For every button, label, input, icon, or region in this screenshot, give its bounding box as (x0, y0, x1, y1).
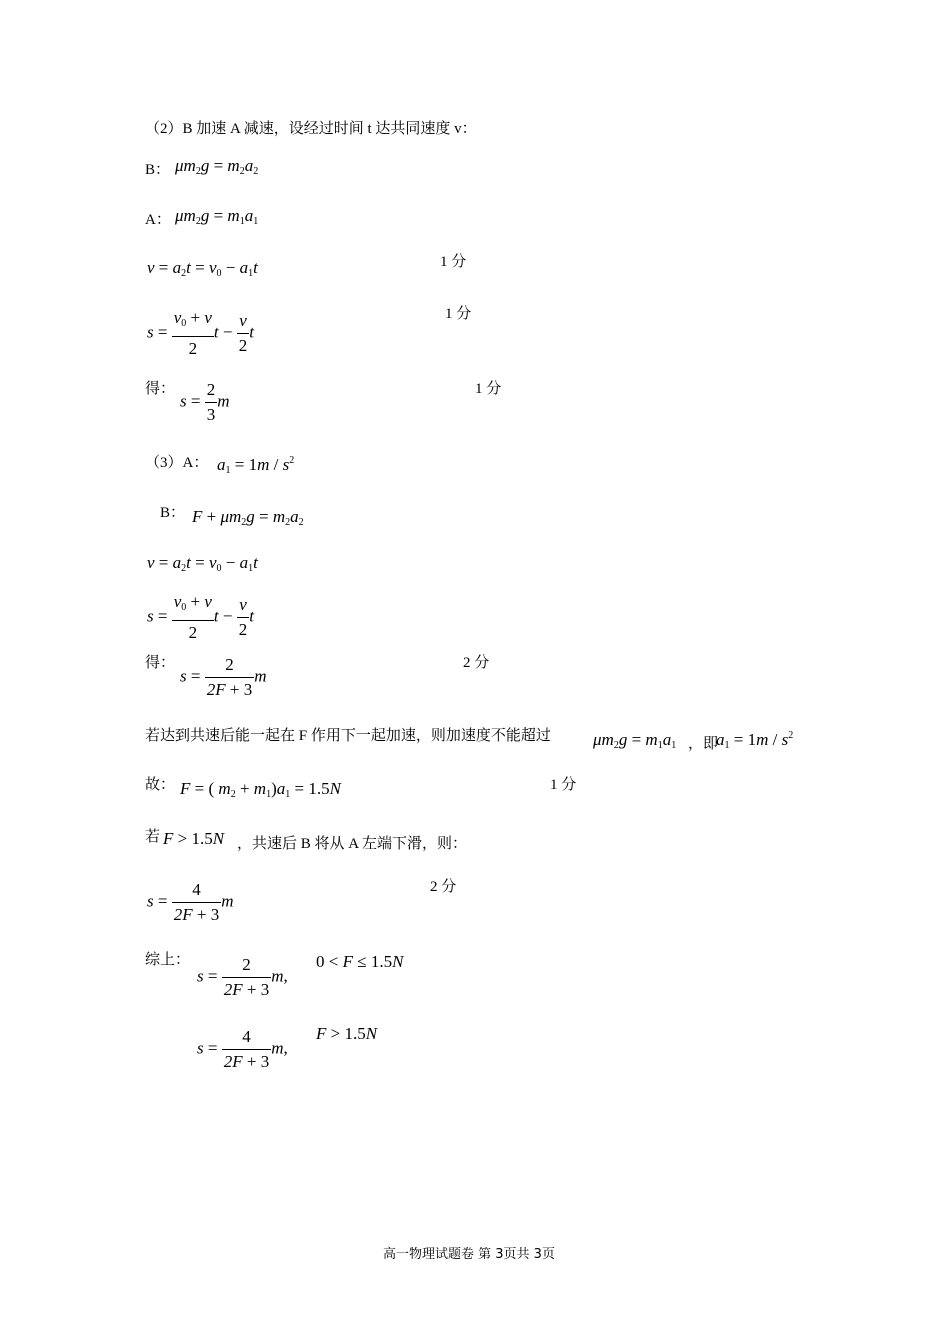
eq-case2-condition: F > 1.5N (163, 829, 225, 848)
case2-text: ，共速后 B 将从 A 左端下滑，则： (237, 836, 468, 852)
summary-label: 综上： (145, 952, 191, 968)
condition-text: 若达到共速后能一起在 F 作用下一起加速，则加速度不能超过 (145, 728, 551, 744)
eq-summary-2-range: F > 1.5N (316, 1024, 378, 1043)
eq-critical-force: F = ( $m_2 + m_1)a_1 = 1.5N$ (180, 779, 341, 800)
eq-b-label: B： (145, 162, 171, 178)
score-1: 1 分 (440, 254, 467, 270)
part3-b-label: B： (160, 505, 186, 521)
eq-a-friction: $\mu m_2g = m_1a_1$ (175, 206, 259, 227)
eq-result-1: s = $\frac{2}{3}$ m (180, 380, 230, 424)
eq-a-label: A： (145, 212, 171, 228)
score-6: 2 分 (430, 879, 457, 895)
score-3: 1 分 (475, 381, 502, 397)
eq-displacement: s = $\frac{v_0 + v}{2}$ t − $\frac{v}{2}$ t (147, 308, 254, 358)
eq-velocity: $v = a_2t = v_0 - a_1t$ (147, 258, 258, 279)
part3-label: （3）A： (145, 455, 209, 471)
eq-result-3: s = $\frac{4}{2F + 3}$ m (147, 880, 234, 924)
eq-b-friction: $\mu m_2g = m_2a_2$ (175, 156, 259, 177)
score-5: 1 分 (550, 777, 577, 793)
gu-label: 故： (145, 777, 176, 793)
case2-ruo: 若 (145, 829, 161, 845)
eq-result-2: s = $\frac{2}{2F + 3}$ m (180, 655, 267, 699)
eq-displacement-2: s = $\frac{v_0 + v}{2}$ t − $\frac{v}{2}$ t (147, 592, 254, 642)
page-footer: 高一物理试题卷 第 3页共 3页 (383, 1247, 555, 1262)
eq-b-force: $F + \mu m_2g = m_2a_2$ (192, 507, 304, 528)
eq-velocity-2: $v = a_2t = v_0 - a_1t$ (147, 553, 258, 574)
score-4: 2 分 (463, 655, 490, 671)
result-label-2: 得： (145, 655, 176, 671)
eq-max-accel: $\mu m_2g = m_1a_1$ (593, 730, 677, 751)
eq-a1: $a_1 = 1m / s^2$ (217, 455, 295, 476)
part2-intro: （2）B 加速 A 减速，设经过时间 t 达共同速度 v： (145, 121, 477, 137)
eq-summary-2: s = $\frac{4}{2F + 3}$ m, (197, 1027, 288, 1071)
eq-summary-1-range: 0 < F ≤ 1.5N (316, 952, 404, 971)
eq-summary-1: s = $\frac{2}{2F + 3}$ m, (197, 955, 288, 999)
result-label-1: 得： (145, 381, 176, 397)
eq-a1-max: $a_1 = 1m / s^2$ (716, 730, 794, 751)
score-2: 1 分 (445, 306, 472, 322)
condition-ji: ，即 (688, 736, 719, 752)
